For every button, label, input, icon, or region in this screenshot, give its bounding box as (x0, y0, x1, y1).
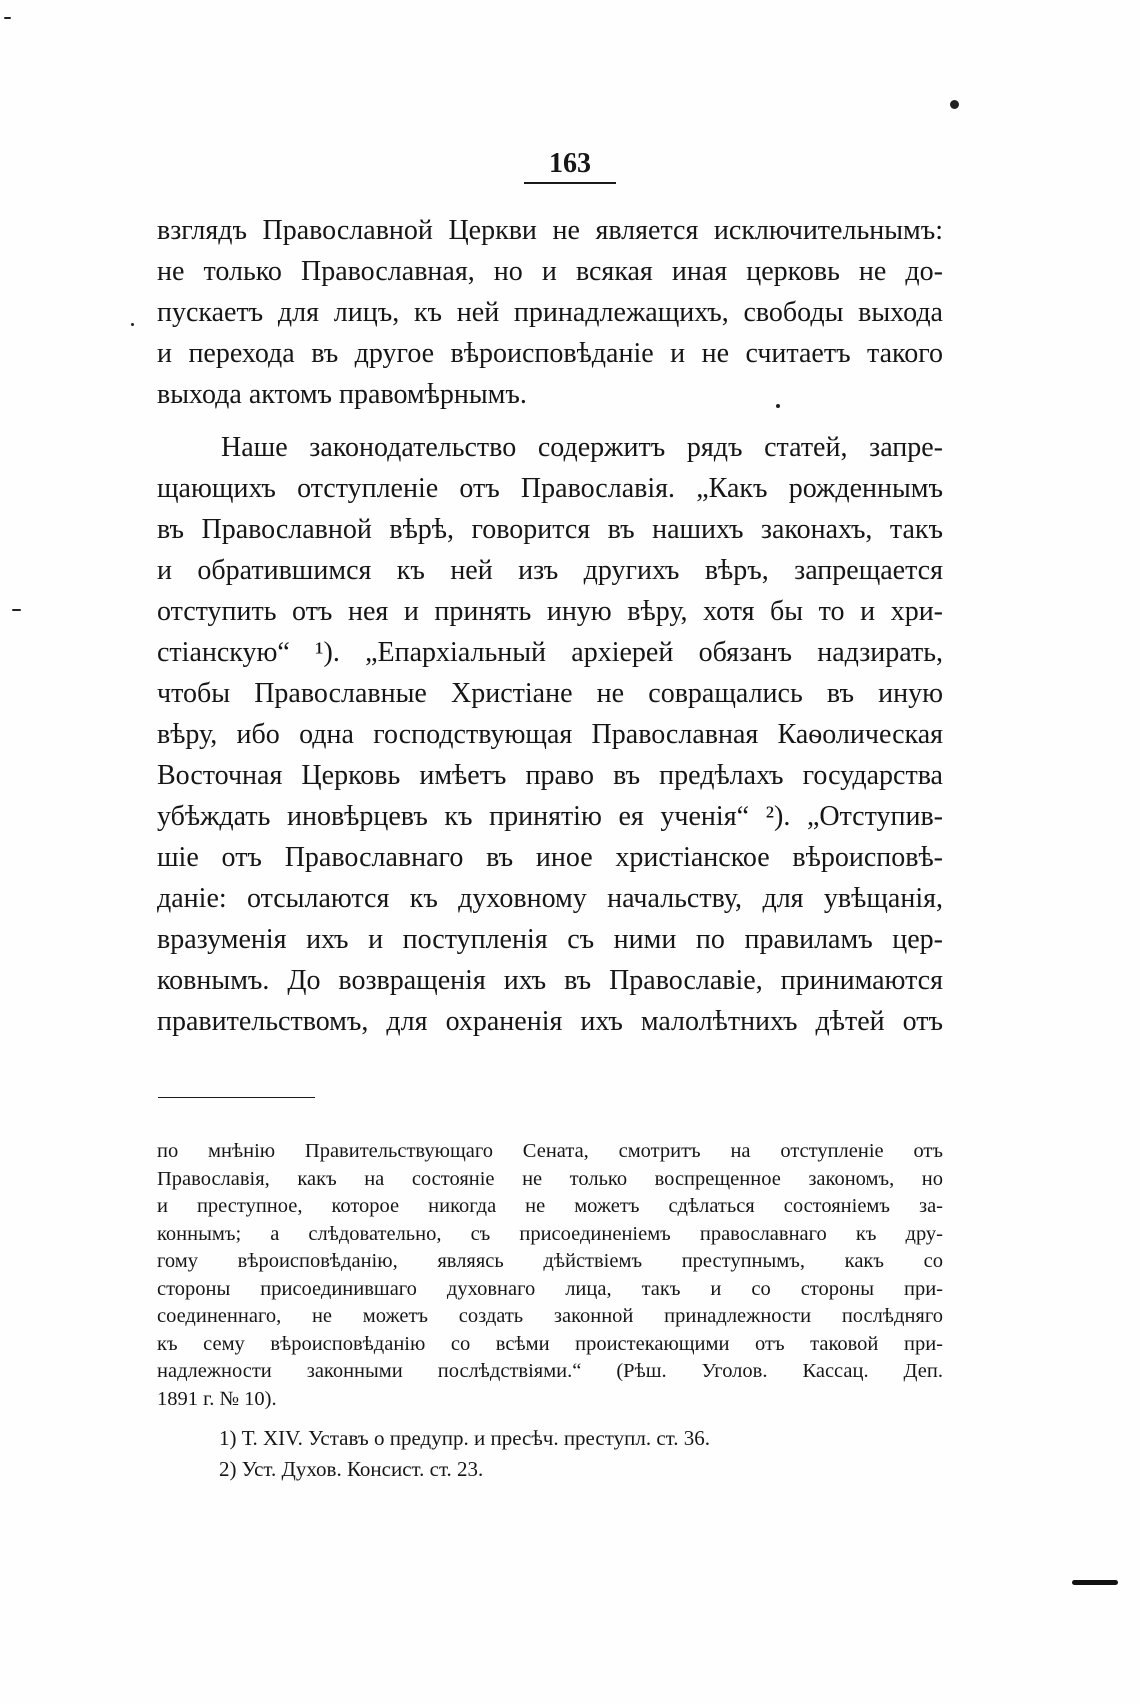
main-text-line: вѣру, ибо одна господствующая Православная Каѳолическая (157, 719, 943, 750)
footnote-continuation-line: стороны присоединившаго духовнаго лица, такъ и со стороны при- (157, 1277, 943, 1300)
footnote-continuation-line: коннымъ; а слѣдовательно, съ присоединеніемъ православнаго къ дру- (157, 1222, 943, 1245)
scan-speck (950, 100, 959, 109)
main-text-line: щающихъ отступленіе отъ Православія. „Какъ рожденнымъ (157, 473, 943, 504)
main-text-line: и обратившимся къ ней изъ другихъ вѣръ, запрещается (157, 555, 943, 586)
main-text-line: отступить отъ нея и принять иную вѣру, хотя бы то и хри- (157, 596, 943, 627)
footnote-continuation-line: соединеннаго, не можетъ создать законной принадлежности послѣдняго (157, 1305, 943, 1327)
footnotes-list (157, 1423, 943, 1485)
page-number: 163 (524, 148, 616, 184)
main-text-line: стіанскую“ ¹). „Епархіальный архіерей обязанъ надзирать, (157, 637, 943, 668)
footnote-continuation-line: 1891 г. № 10). (157, 1387, 277, 1410)
main-text-line: выхода актомъ правомѣрнымъ. (157, 379, 527, 410)
footnote-2: 2) Уст. Духов. Консист. ст. 23. (219, 1457, 484, 1481)
paragraph-gap (157, 415, 943, 427)
footnote-section (157, 1138, 943, 1485)
main-text-line: Наше законодательство содержитъ рядъ статей, запре- (221, 432, 943, 463)
footnote-continuation-line: и преступное, которое никогда не можетъ сдѣлаться состояніемъ за- (157, 1195, 943, 1217)
main-text-line: ковнымъ. До возвращенія ихъ въ Православіе, принимаются (157, 965, 943, 996)
main-text-line: вразуменія ихъ и поступленія съ ними по правиламъ цер- (157, 924, 943, 955)
main-text-line: пускаетъ для лицъ, къ ней принадлежащихъ, свободы выхода (157, 297, 943, 328)
main-text-line: и перехода въ другое вѣроисповѣданіе и не считаетъ такого (157, 338, 943, 369)
footnote-continuation-line: къ сему вѣроисповѣданію со всѣми проистекающими отъ таковой при- (157, 1332, 943, 1355)
main-text-line: даніе: отсылаются къ духовному начальству, для увѣщанія, (157, 883, 943, 914)
footnote-1: 1) Т. XIV. Уставъ о предупр. и пресѣч. преступл. ст. 36. (219, 1426, 711, 1450)
scan-mark (1072, 1580, 1118, 1585)
footnote-continuation-line: по мнѣнію Правительствующаго Сената, смотритъ на отступленіе отъ (157, 1140, 943, 1162)
scan-speck (131, 323, 134, 326)
scan-speck (776, 404, 780, 408)
main-text-line: шіе отъ Православнаго въ иное христіанское вѣроисповѣ- (157, 842, 943, 873)
footnote-separator (158, 1097, 315, 1098)
main-text-line: чтобы Православные Христіане не совращались въ иную (157, 678, 943, 709)
scan-speck (4, 17, 11, 19)
main-text-line: въ Православной вѣрѣ, говорится въ нашихъ законахъ, такъ (157, 514, 943, 545)
main-text-line: правительствомъ, для охраненія ихъ малолѣтнихъ дѣтей отъ (157, 1006, 943, 1037)
main-text-line: Восточная Церковь имѣетъ право въ предѣлахъ государства (157, 760, 943, 791)
main-text-line: не только Православная, но и всякая иная церковь не до- (157, 256, 943, 287)
footnote-continuation-line: гому вѣроисповѣданію, являясь дѣйствіемъ преступнымъ, какъ со (157, 1250, 943, 1272)
footnote-continuation-line: Православія, какъ на состояніе не только воспрещенное закономъ, но (157, 1167, 943, 1190)
main-text-line: убѣждать иновѣрцевъ къ принятію ея ученія“ ²). „Отступив- (157, 801, 943, 832)
scan-speck (12, 609, 21, 611)
main-text (157, 210, 943, 1042)
main-text-line: взглядъ Православной Церкви не является исключительнымъ: (157, 215, 943, 246)
footnote-continuation-line: надлежности законными послѣдствіями.“ (Рѣш. Уголов. Кассац. Деп. (157, 1360, 943, 1382)
